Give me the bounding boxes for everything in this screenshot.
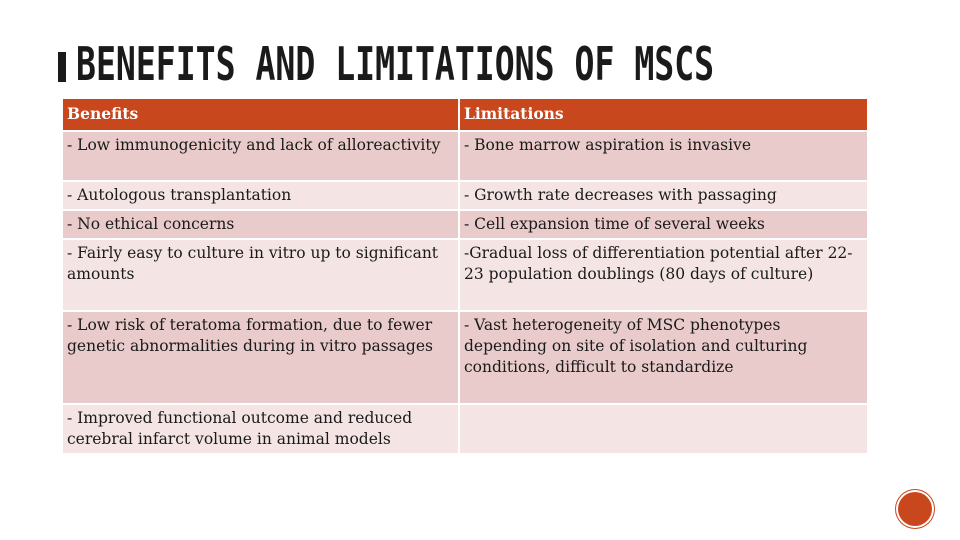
header-benefits: Benefits [62,98,459,131]
limitation-cell: - Cell expansion time of several weeks [459,210,868,239]
table-row [62,210,868,239]
limitation-cell: - Vast heterogeneity of MSC phenotypes depending on site of isolation and culturing conditions, difficult to standardize [459,311,868,404]
table-row [62,404,868,454]
comparison-table [61,97,869,455]
benefit-cell: - Improved functional outcome and reduced cerebral infarct volume in animal models [62,404,459,454]
limitation-cell: -Gradual loss of differentiation potential after 22-23 population doublings (80 days of culture) [459,239,868,311]
table-row [62,311,868,404]
table-row [62,239,868,311]
header-limitations: Limitations [459,98,868,131]
table-row [62,181,868,210]
benefit-cell: - Low immunogenicity and lack of alloreactivity [62,131,459,181]
slide-title: BENEFITS AND LIMITATIONS OF MSCS [76,37,715,91]
table-row [62,131,868,181]
benefit-cell: - Fairly easy to culture in vitro up to significant amounts [62,239,459,311]
benefit-cell: - Autologous transplantation [62,181,459,210]
benefit-cell: - No ethical concerns [62,210,459,239]
slide-number-badge [898,492,932,526]
benefit-cell: - Low risk of teratoma formation, due to fewer genetic abnormalities during in vitro passages [62,311,459,404]
limitation-cell: - Growth rate decreases with passaging [459,181,868,210]
limitation-cell [459,404,868,454]
limitation-cell: - Bone marrow aspiration is invasive [459,131,868,181]
title-accent-bar [58,52,66,82]
table-header-row [62,98,868,131]
